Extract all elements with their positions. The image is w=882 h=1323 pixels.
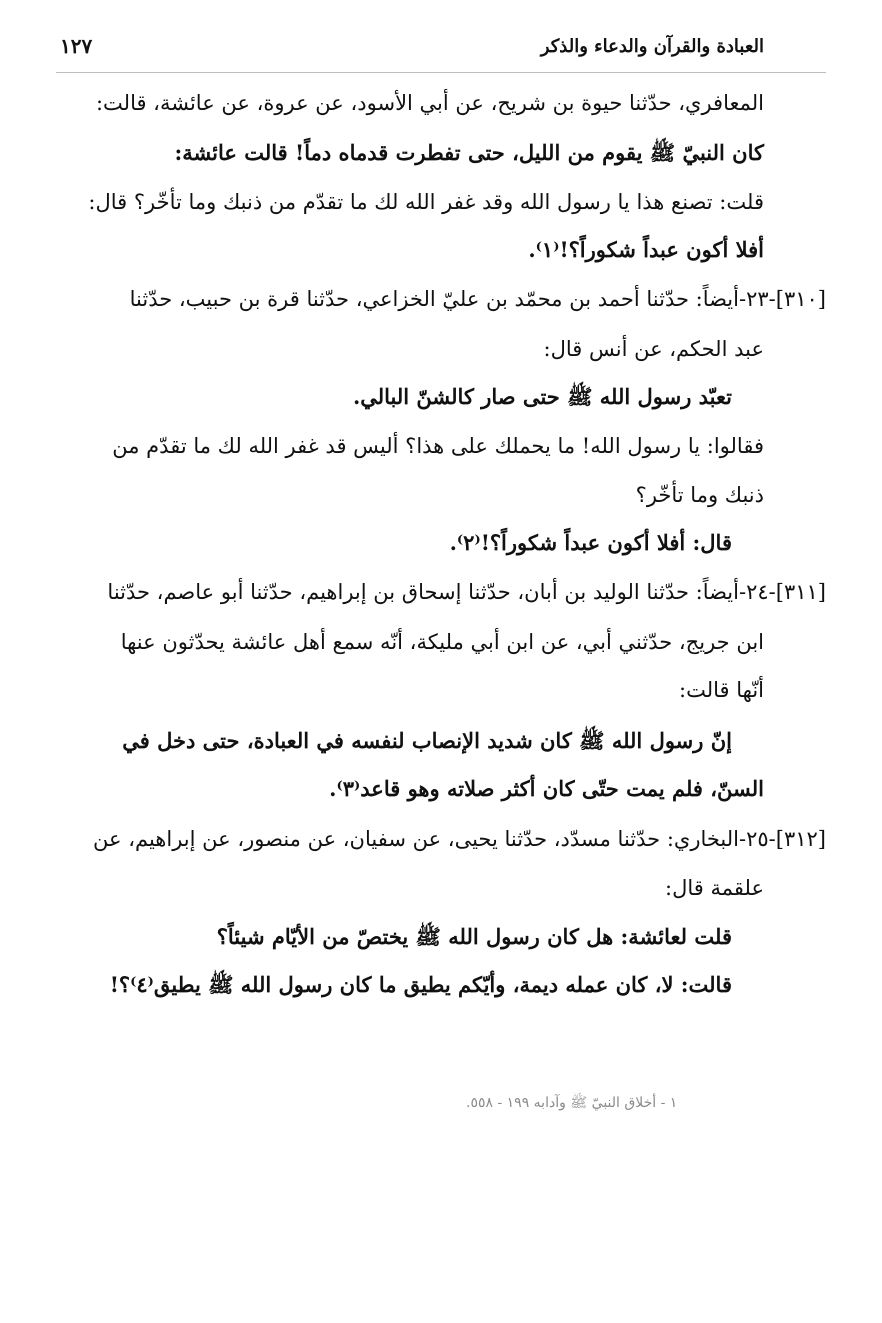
hadith-text-line: السنّ، فلم يمت حتّى كان أكثر صلاته وهو قاعد⁽٣⁾. xyxy=(329,776,764,801)
hadith-text-line: إنّ رسول الله ﷺ كان شديد الإنصاب لنفسه في العبادة، حتى دخل في xyxy=(122,728,732,753)
hadith-text-line: أفلا أكون عبداً شكوراً؟!⁽١⁾. xyxy=(528,237,764,262)
hadith-number-line: [٣١٢]-٢٥-البخاري: حدّثنا مسدّد، حدّثنا يحيى، عن سفيان، عن منصور، عن إبراهيم، عن xyxy=(93,827,826,851)
hadith-text-line: قلت لعائشة: هل كان رسول الله ﷺ يختصّ من الأيّام شيئاً؟ xyxy=(216,924,732,949)
text-line: عبد الحكم، عن أنس قال: xyxy=(543,337,764,361)
text-line: المعافري، حدّثنا حيوة بن شريح، عن أبي الأسود، عن عروة، عن عائشة، قالت: xyxy=(95,91,764,115)
hadith-text-line: تعبّد رسول الله ﷺ حتى صار كالشنّ البالي. xyxy=(352,384,732,409)
hadith-number-line: [٣١٠]-٢٣-أيضاً: حدّثنا أحمد بن محمّد بن عليّ الخزاعي، حدّثنا قرة بن حبيب، حدّثنا xyxy=(129,287,826,311)
text-line: فقالوا: يا رسول الله! ما يحملك على هذا؟ أليس قد غفر الله لك ما تقدّم من xyxy=(112,434,764,458)
page-number: ١٢٧ xyxy=(60,34,93,58)
text-line: ذنبك وما تأخّر؟ xyxy=(635,483,764,507)
running-header-title: العبادة والقرآن والدعاء والذكر xyxy=(540,36,764,57)
hadith-number-line: [٣١١]-٢٤-أيضاً: حدّثنا الوليد بن أبان، حدّثنا إسحاق بن إبراهيم، حدّثنا أبو عاصم، حدّثنا xyxy=(107,580,826,604)
hadith-text-line: قال: أفلا أكون عبداً شكوراً؟!⁽٢⁾. xyxy=(449,530,732,555)
header-divider xyxy=(56,72,826,73)
footnote: ١ - أخلاق النبيّ ﷺ وآدابه ١٩٩ - ٥٥٨. xyxy=(466,1095,678,1111)
text-line: أنّها قالت: xyxy=(679,678,764,702)
hadith-text-line: قالت: لا، كان عمله ديمة، وأيّكم يطيق ما كان رسول الله ﷺ يطيق⁽٤⁾؟! xyxy=(109,972,732,997)
text-line: قلت: تصنع هذا يا رسول الله وقد غفر الله لك ما تقدّم من ذنبك وما تأخّر؟ قال: xyxy=(88,190,764,214)
text-line: علقمة قال: xyxy=(665,876,764,900)
text-line: ابن جريج، حدّثني أبي، عن ابن أبي مليكة، أنّه سمع أهل عائشة يحدّثون عنها xyxy=(120,630,764,654)
hadith-text-line: كان النبيّ ﷺ يقوم من الليل، حتى تفطرت قدماه دماً! قالت عائشة: xyxy=(174,140,764,165)
